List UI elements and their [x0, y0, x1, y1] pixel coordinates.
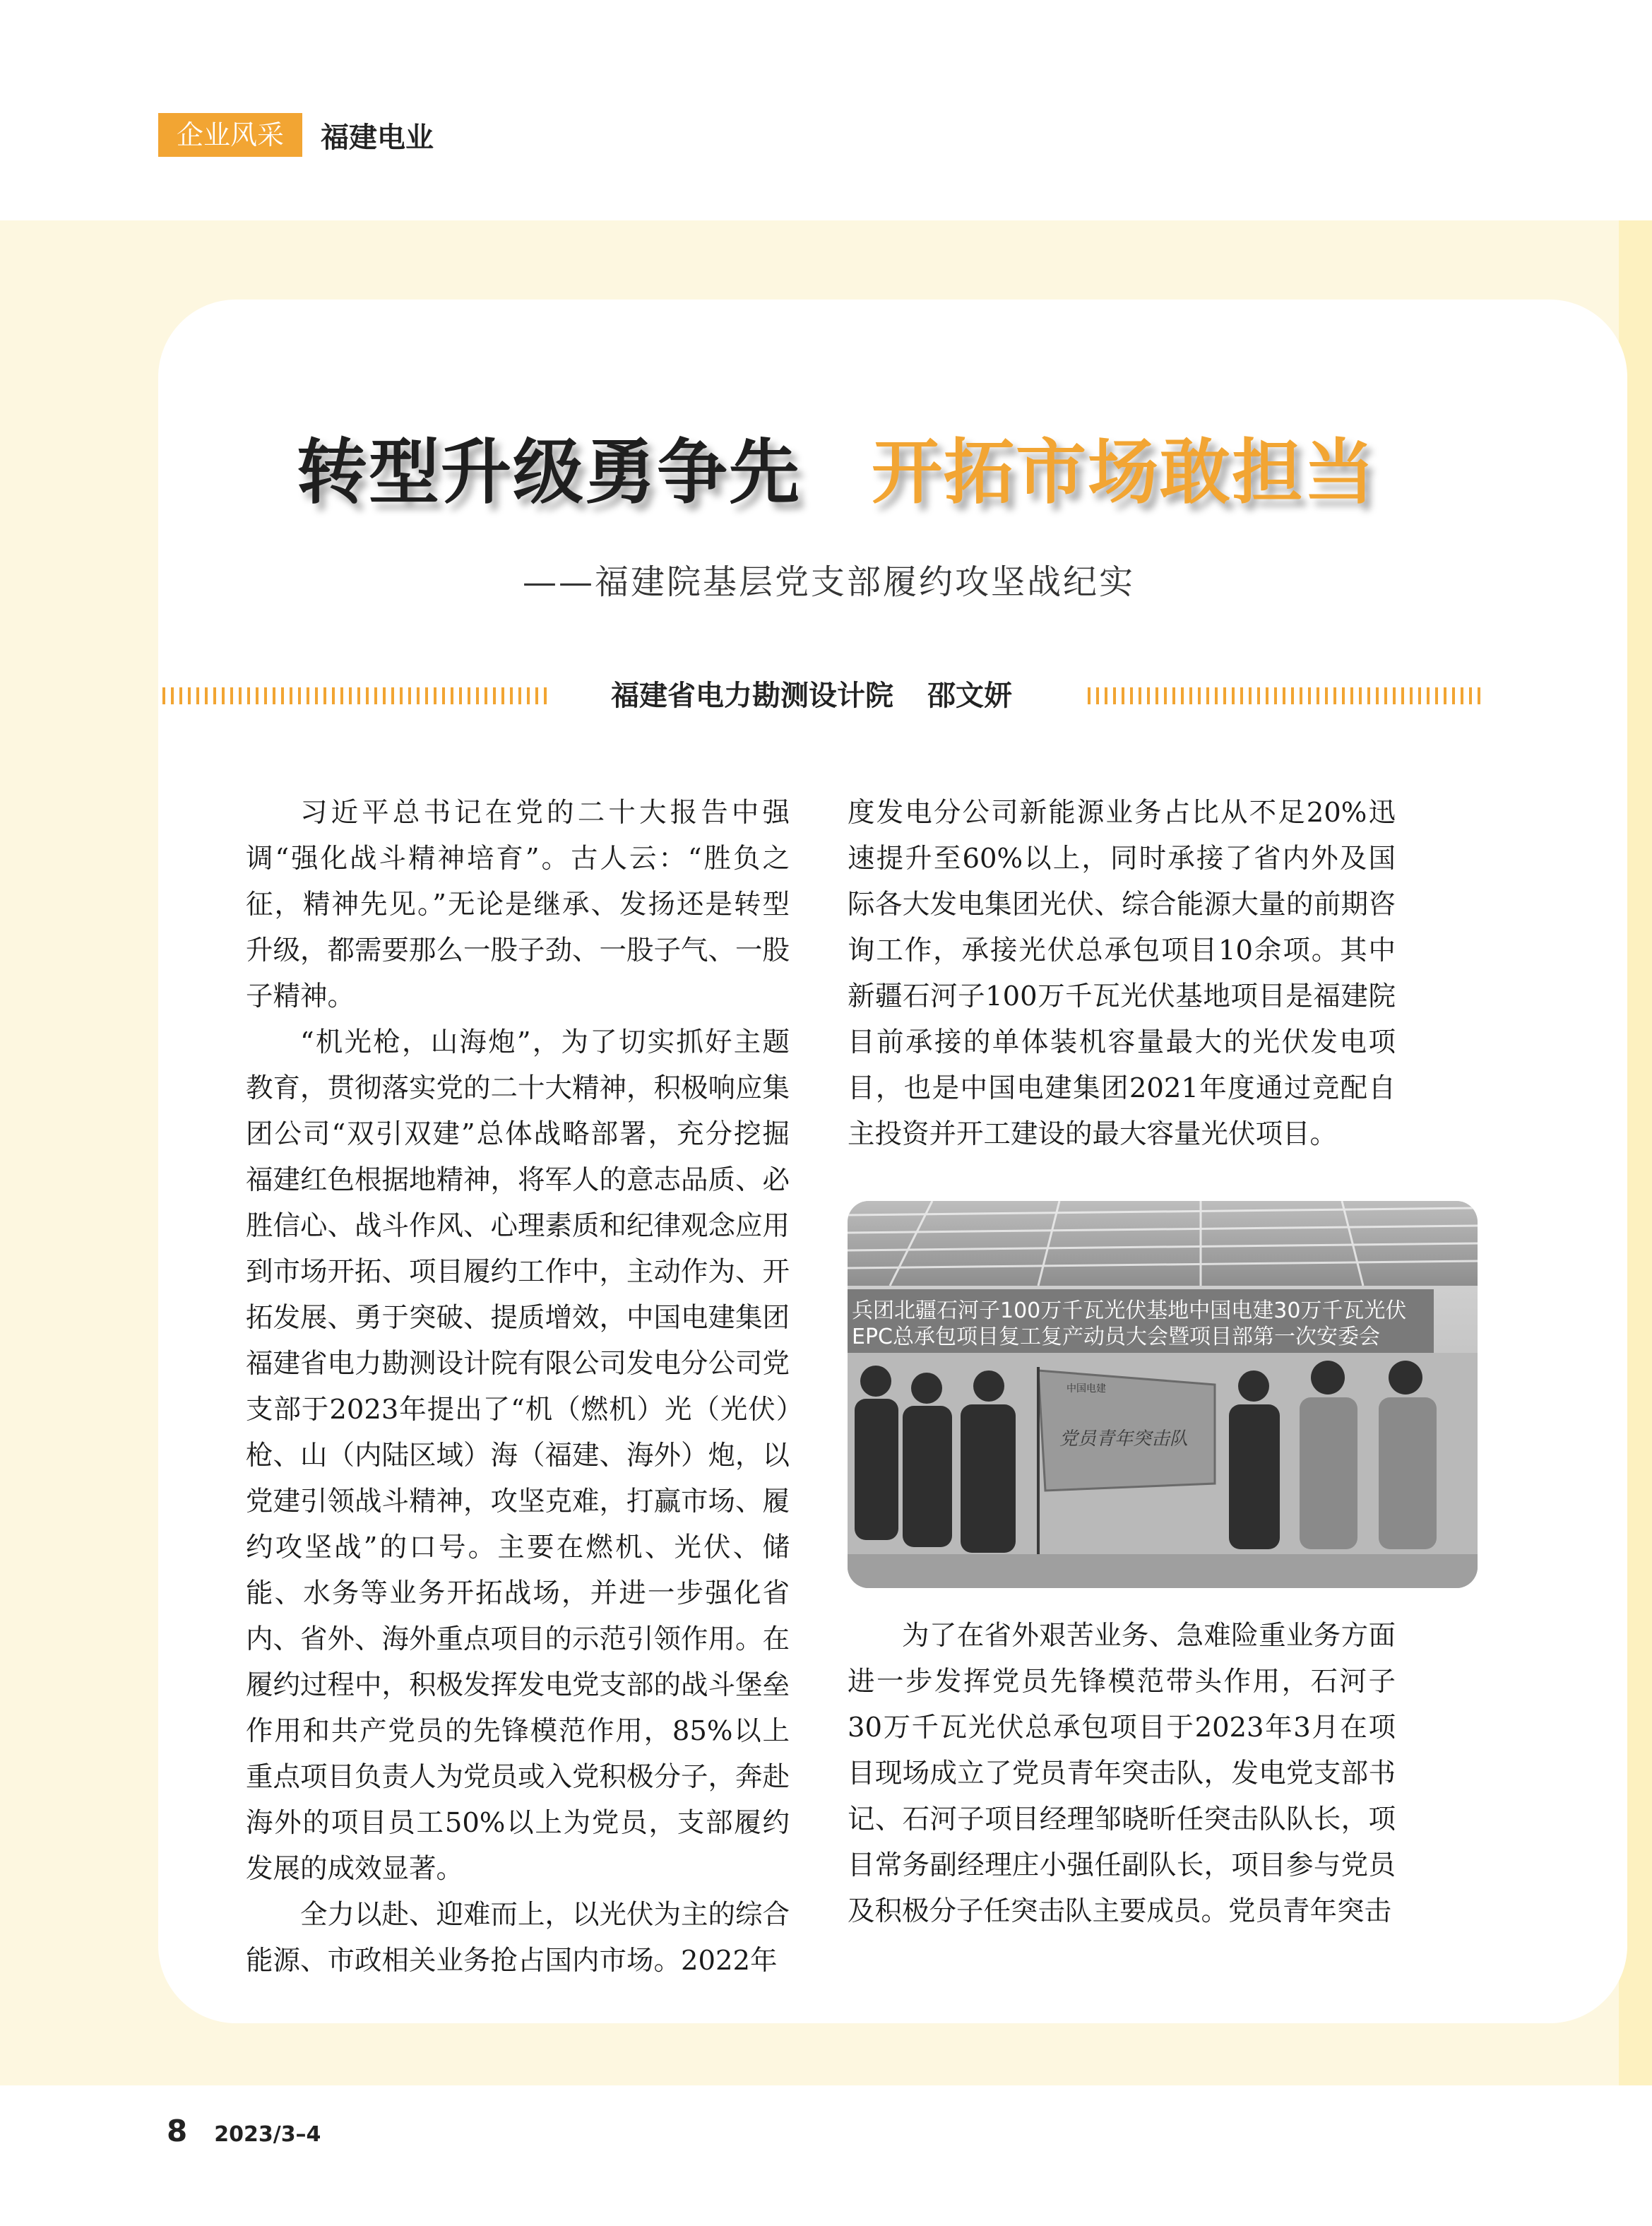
- article-column-right-top: [848, 790, 1396, 1157]
- section-header: [158, 113, 434, 157]
- paragraph: 为了在省外艰苦业务、急难险重业务方面进一步发挥党员先锋模范带头作用，石河子30万千瓦光伏总承包项目于2023年3月在项目现场成立了党员青年突击队，发电党支部书记、石河子项目经理邹晓昕任突击队队长，项目常务副经理庄小强任副队长，项目参与党员及积极分子任突击队主要成员。党员青年突击: [848, 1620, 1396, 1927]
- issue-number: 2023/3–4: [214, 2122, 321, 2147]
- banner-line-1: 兵团北疆石河子100万千瓦光伏基地中国电建30万千瓦光伏: [852, 1298, 1407, 1323]
- title-part-2: 开拓市场敢担当: [872, 430, 1376, 514]
- article-column-left: [246, 790, 790, 1984]
- article-subtitle: ——福建院基层党支部履约攻坚战纪实: [523, 562, 1136, 602]
- title-part-1: 转型升级勇争先: [297, 431, 801, 514]
- banner-line-2: EPC总承包项目复工复产动员大会暨项目部第一次安委会: [852, 1325, 1380, 1349]
- article-column-right-bottom: [848, 1613, 1396, 1934]
- byline-row: [162, 675, 1483, 717]
- page-footer: [167, 2114, 321, 2156]
- decorative-dashes-right: [1088, 687, 1483, 704]
- paragraph: 度发电分公司新能源业务占比从不足20%迅速提升至60%以上，同时承接了省内外及国际各大发电集团光伏、综合能源大量的前期咨询工作，承接光伏总承包项目10余项。其中新疆石河子100万千瓦光伏基地项目是福建院目前承接的单体装机容量最大的光伏发电项目，也是中国电建集团2021年度通过竞配自主投资并开工建设的最大容量光伏项目。: [848, 797, 1396, 1150]
- paragraph: 全力以赴、迎难而上，以光伏为主的综合能源、市政相关业务抢占国内市场。2022年: [246, 1899, 790, 1977]
- magazine-name: 福建电业: [321, 121, 434, 154]
- paragraph: 习近平总书记在党的二十大报告中强调“强化战斗精神培育”。古人云：“胜负之征，精神先见。”无论是继承、发扬还是转型升级，都需要那么一股子劲、一股子气、一股子精神。: [246, 797, 790, 1012]
- section-tag: 企业风采: [158, 113, 302, 157]
- flag-logo: 中国电建: [1066, 1383, 1106, 1395]
- byline: [611, 675, 1012, 717]
- flag-text: 党员青年突击队: [1059, 1428, 1189, 1450]
- article-photo: [848, 1201, 1478, 1588]
- article-title: [297, 417, 1376, 516]
- byline-org: 福建省电力勘测设计院: [611, 680, 893, 712]
- decorative-dashes-left: [162, 687, 552, 704]
- page-number: 8: [167, 2114, 188, 2148]
- byline-author: 邵文妍: [927, 680, 1012, 712]
- paragraph: “机光枪，山海炮”，为了切实抓好主题教育，贯彻落实党的二十大精神，积极响应集团公司“双引双建”总体战略部署，充分挖掘福建红色根据地精神，将军人的意志品质、必胜信心、战斗作风、心理素质和纪律观念应用到市场开拓、项目履约工作中，主动作为、开拓发展、勇于突破、提质增效，中国电建集团福建省电力勘测设计院有限公司发电分公司党支部于2023年提出了“机（燃机）光（光伏）枪、山（内陆区域）海（福建、海外）炮，以党建引领战斗精神，攻坚克难，打赢市场、履约攻坚战”的口号。主要在燃机、光伏、储能、水务等业务开拓战场，并进一步强化省内、省外、海外重点项目的示范引领作用。在履约过程中，积极发挥发电党支部的战斗堡垒作用和共产党员的先锋模范作用，85%以上重点项目负责人为党员或入党积极分子，奔赴海外的项目员工50%以上为党员，支部履约发展的成效显著。: [246, 1026, 790, 1885]
